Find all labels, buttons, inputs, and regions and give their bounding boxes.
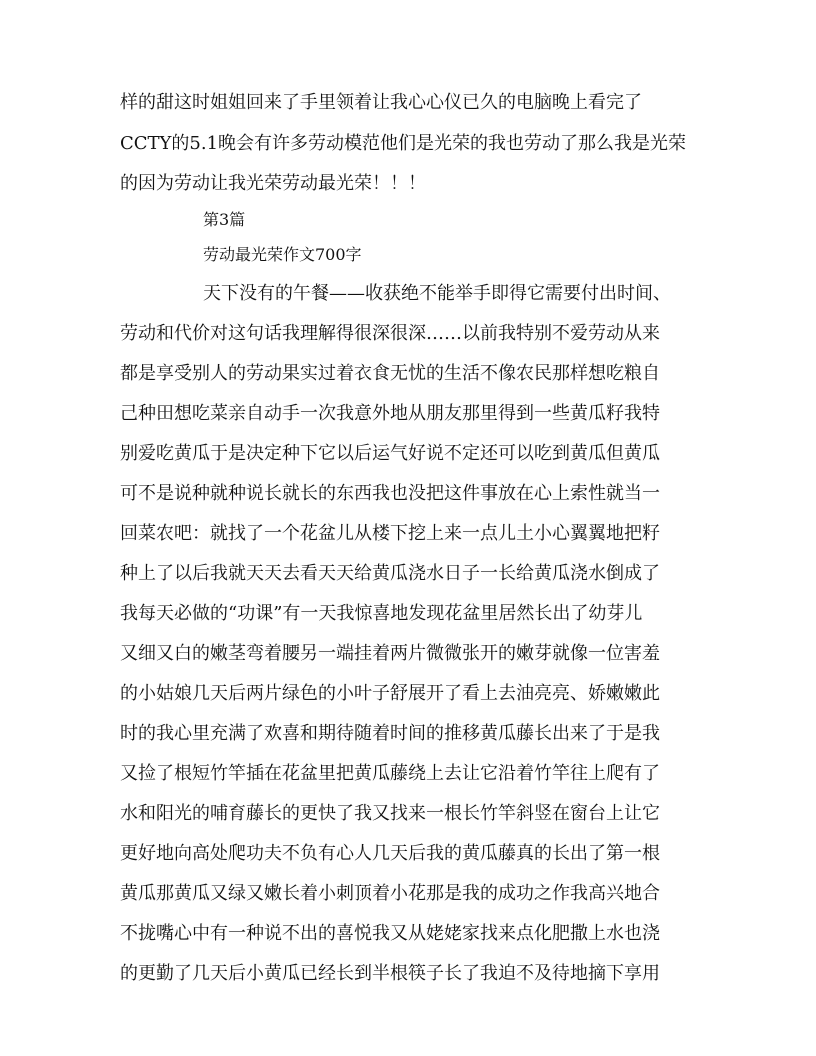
body-line-9: 我每天必做的“功课”有一天我惊喜地发现花盆里居然长出了幼芽儿 <box>120 603 643 624</box>
body-line-11: 的小姑娘几天后两片绿色的小叶子舒展开了看上去油亮亮、娇嫩嫩此 <box>120 683 660 704</box>
body-line-17: 不拢嘴心中有一种说不出的喜悦我又从姥姥家找来点化肥撒上水也浇 <box>120 923 660 944</box>
essay-title: 劳动最光荣作文700字 <box>203 245 362 264</box>
body-line-5: 别爱吃黄瓜于是决定种下它以后运气好说不定还可以吃到黄瓜但黄瓜 <box>120 443 660 464</box>
section-label: 第3篇 <box>203 210 246 229</box>
body-line-13: 又捡了根短竹竿插在花盆里把黄瓜藤绕上去让它沿着竹竿往上爬有了 <box>120 763 660 784</box>
body-line-18: 的更勤了几天后小黄瓜已经长到半根筷子长了我迫不及待地摘下享用 <box>120 963 660 984</box>
body-line-15: 更好地向高处爬功夫不负有心人几天后我的黄瓜藤真的长出了第一根 <box>120 843 660 864</box>
body-line-2: 劳动和代价对这句话我理解得很深很深……以前我特别不爱劳动从来 <box>120 323 660 344</box>
intro-line-3: 的因为劳动让我光荣劳动最光荣！！！ <box>120 173 426 194</box>
body-line-8: 种上了以后我就天天去看天天给黄瓜浇水日子一长给黄瓜浇水倒成了 <box>120 563 660 584</box>
body-line-14: 水和阳光的哺育藤长的更快了我又找来一根长竹竿斜竖在窗台上让它 <box>120 803 660 824</box>
body-line-10: 又细又白的嫩茎弯着腰另一端挂着两片微微张开的嫩芽就像一位害羞 <box>120 643 660 664</box>
body-line-3: 都是享受别人的劳动果实过着衣食无忧的生活不像农民那样想吃粮自 <box>120 363 660 384</box>
intro-line-2: CCTY的5.1晚会有许多劳动模范他们是光荣的我也劳动了那么我是光荣 <box>120 133 687 154</box>
body-line-1: 天下没有的午餐——收获绝不能举手即得它需要付出时间、 <box>203 283 671 304</box>
intro-line-1: 样的甜这时姐姐回来了手里领着让我心心仪已久的电脑晚上看完了 <box>120 92 642 113</box>
body-line-7: 回菜农吧：就找了一个花盆儿从楼下挖上来一点儿土小心翼翼地把籽 <box>120 523 660 544</box>
body-line-12: 时的我心里充满了欢喜和期待随着时间的推移黄瓜藤长出来了于是我 <box>120 723 660 744</box>
body-line-16: 黄瓜那黄瓜又绿又嫩长着小刺顶着小花那是我的成功之作我高兴地合 <box>120 883 660 904</box>
body-line-4: 己种田想吃菜亲自动手一次我意外地从朋友那里得到一些黄瓜籽我特 <box>120 403 660 424</box>
body-line-6: 可不是说种就种说长就长的东西我也没把这件事放在心上索性就当一 <box>120 483 660 504</box>
